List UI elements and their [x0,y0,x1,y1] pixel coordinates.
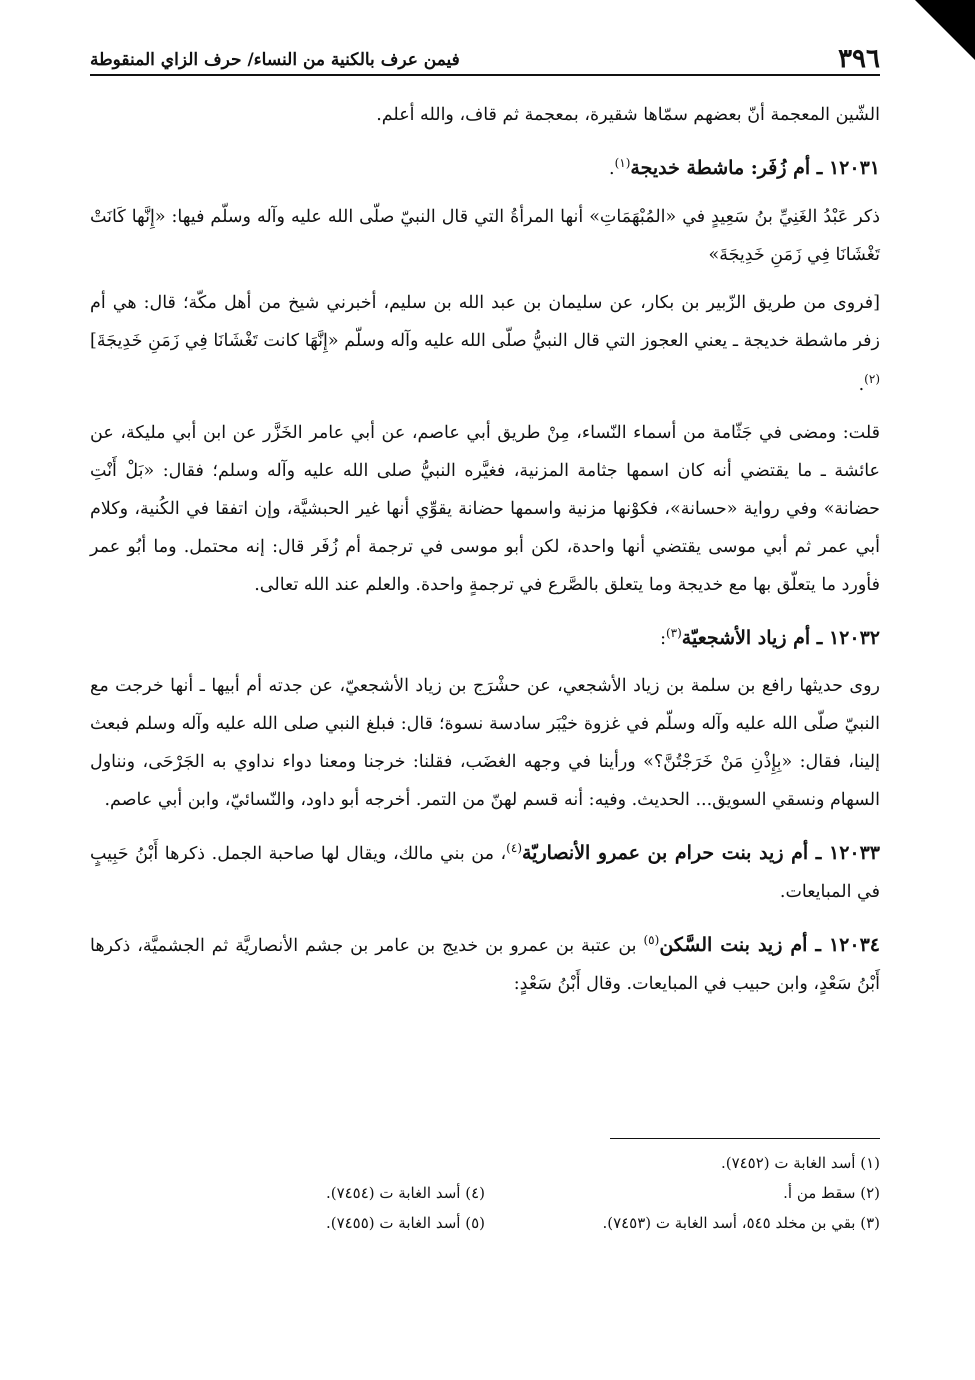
paragraph: الشّين المعجمة أنّ بعضهم سمّاها شقيرة، بمعجمة ثم قاف، والله أعلم. [376,105,880,125]
footnote-1: (١) أسد الغابة ت (٧٤٥٢). [720,1154,880,1172]
footnote-5: (٥) أسد الغابة ت (٧٤٥٥). [325,1214,485,1232]
entry-title: ١٢٠٣٢ ـ أم زياد الأشجعيّة [681,626,880,649]
entry-title: ١٢٠٣٤ ـ أم زيد بنت السَّكن [659,934,880,957]
main-text [90,96,880,1013]
page-corner-mark [915,0,975,60]
paragraph: روى حديثها رافع بن سلمة بن زياد الأشجعي، عن حشْرَج بن زياد الأشجعيّ، عن جدته أم أبيها ـ أنها خرجت مع النبيّ صلّى الله عليه وآله وسلّم في غزوة خيْبَر سادسة نسوة؛ قال: فبلغ النبي صلى الله عليه وآله وسلم فبعث إلينا، فقال: «بِإِذْنِ مَنْ خَرَجْتُنَّ؟» ورأينا في وجهه الغضَب، فقلنا: خرجنا ومعنا دواء نداوي به الجَرْحَى، ونناول السهام ونسقي السويق... الحديث. وفيه: أنه قسم لهنّ من التمر. أخرجه أبو داود، والنّسائيّ، وابن أبي عاصم. [90,676,880,811]
entry-title: ١٢٠٣١ ـ أم زُفَر: ماشطة خديجة [630,156,880,179]
footnote-4: (٤) أسد الغابة ت (٧٤٥٤). [325,1184,485,1202]
footnote-ref: (٢) [864,371,880,386]
paragraph [90,284,880,404]
entry-text: بن عتبة بن عمرو بن خديج بن عامر بن جشم الأنصاريَّة ثم الجشميَّة، ذكرها أَبْنُ سَعْدٍ، وابن حبيب في المبايعات. وقال أَبْنُ سَعْدٍ: [90,936,880,995]
entry-12032-heading [90,614,880,658]
footnote-row [90,1148,880,1178]
footnote-separator [610,1138,880,1139]
page-number: ٣٩٦ [838,44,880,74]
footnote-ref: (٤) [506,841,522,856]
footnote-2: (٢) سقط من أ. [783,1184,880,1202]
punctuation: : [660,628,666,649]
running-title: فيمن عرف بالكنية من النساء/ حرف الزاي المنقوطة [90,50,460,70]
entry-text: ، من بني مالك، ويقال لها صاحبة الجمل. ذكرها أَبْنُ حَبِيبٍ في المبايعات. [90,844,880,903]
entry-12033 [90,829,880,911]
punctuation: . [858,374,865,395]
entry-title: ١٢٠٣٣ ـ أم زيد بنت حرام بن عمرو الأنصاريّة [522,842,881,865]
footnote-ref: (١) [614,156,631,170]
entry-12031-heading [90,144,880,188]
paragraph-text: [فروى من طريق الزّبير بن بكار، عن سليمان بن عبد الله بن سليم، أخبرني شيخ من أهل مكّة؛ قال: هي أم زفر ماشطة خديجة ـ يعني العجوز التي قال النبيُّ صلّى الله عليه وآله وسلّم «إِنَّهَا كانت تَغْشَانَا فِي زَمَنِ خَدِيجَةَ] [90,292,880,351]
footnote-row [90,1208,880,1238]
footnote-ref: (٥) [643,933,660,948]
footnote-row [90,1178,880,1208]
footnote-ref: (٣) [665,625,682,640]
punctuation: . [609,158,615,179]
paragraph: ذكر عَبْدُ الغَنِيِّ بنُ سَعِيدٍ في «المُبْهَمَاتِ» أنها المرأةُ التي قال النبيّ صلّى الله عليه وآله وسلّم فيها: «إِنَّها كَانَتْ تَغْشَانَا فِي زَمَنِ خَدِيجَةَ» [90,206,880,265]
footnote-3: (٣) بقي بن مخلد ٥٤٥، أسد الغابة ت (٧٤٥٣). [602,1214,880,1232]
page-header [90,40,880,76]
footnotes [90,1148,880,1238]
paragraph: قلت: ومضى في جَثّامة من أسماء النّساء، مِنْ طريق أبي عاصم، عن أبي عامر الخَزَّر عن ابن أبي مليكة، عن عائشة ـ ما يقتضي أنه كان اسمها جثامة المزنية، فغيَّره النبيُّ صلى الله عليه وآله وسلم؛ فقال: «بَلْ أَنْتِ حضانة» وفي رواية «حسانة»، فكوْنها مزنية واسمها حضانة يقوِّي أنها غير الحبشيَّة، وإن اتفقا في الكُنية، وكلام أبي عمر ثم أبي موسى يقتضي أنها واحدة، لكن أبو موسى في ترجمة أم زُفَر قال: إنه محتمل. وما أبُو عمر فأورد ما يتعلّق بها مع خديجة وما يتعلق بالصَّرع في ترجمةٍ واحدة. والعلم عند الله تعالى. [90,422,880,595]
entry-12034 [90,921,880,1003]
